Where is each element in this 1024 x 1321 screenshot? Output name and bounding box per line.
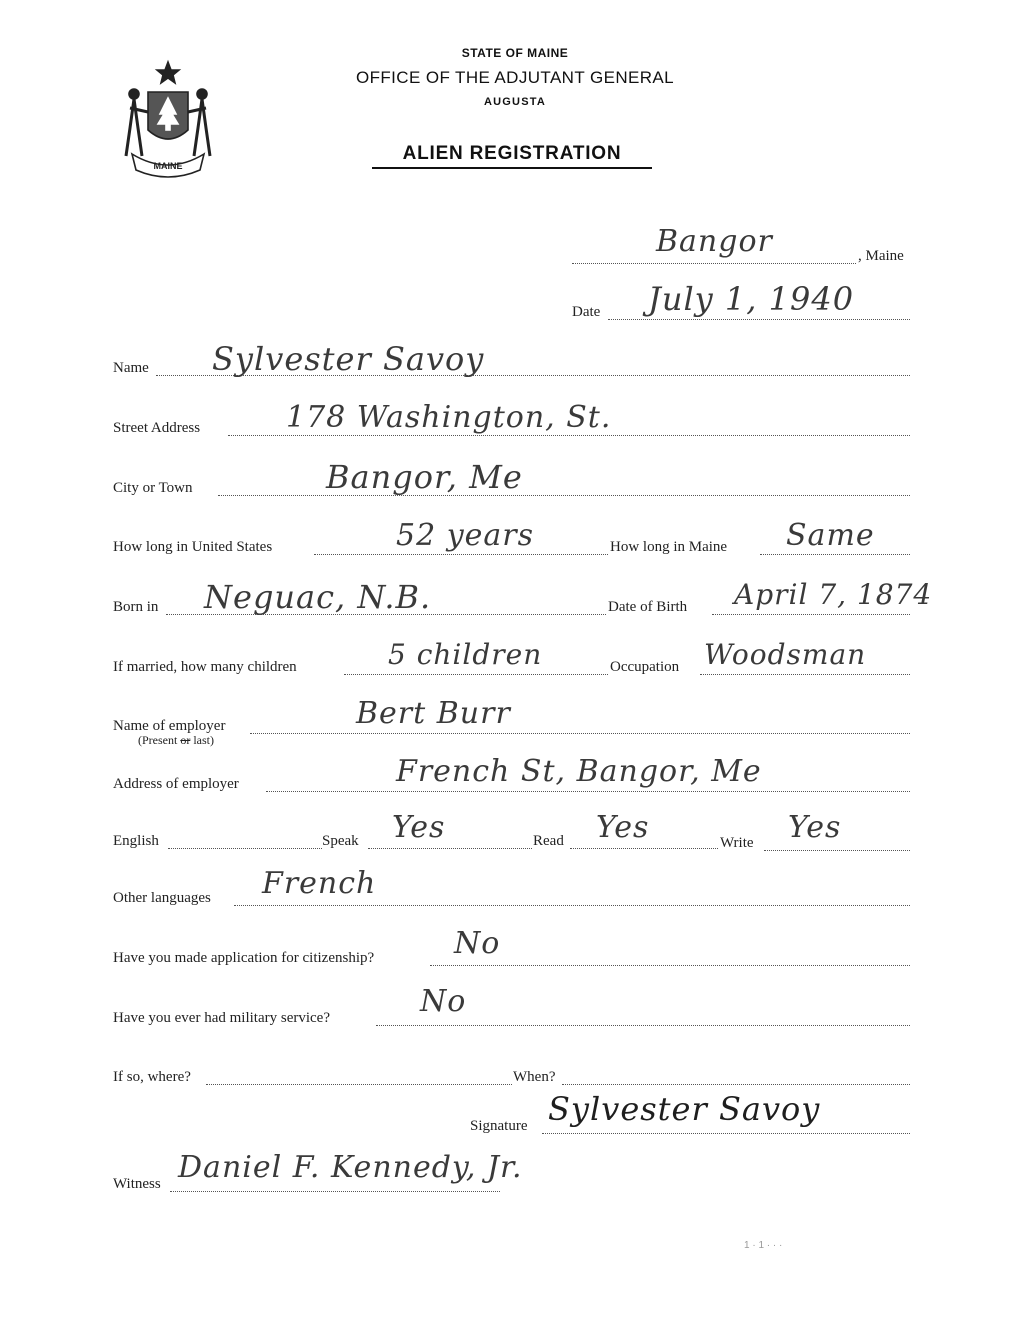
- write-line: [764, 850, 910, 851]
- other-languages-label: Other languages: [113, 890, 211, 906]
- write-label: Write: [720, 835, 754, 851]
- if-so-where-label: If so, where?: [113, 1069, 191, 1085]
- employer-name-value[interactable]: Bert Burr: [356, 696, 511, 731]
- state-heading: STATE OF MAINE: [461, 46, 569, 60]
- read-value[interactable]: Yes: [596, 810, 650, 845]
- seal-banner-text: MAINE: [153, 161, 183, 171]
- children-line: [344, 674, 608, 675]
- date-label: Date: [572, 304, 601, 320]
- signature-line: [542, 1133, 910, 1134]
- occupation-line: [700, 674, 910, 675]
- speak-label: Speak: [322, 833, 359, 849]
- employer-note-struck: or: [180, 733, 191, 747]
- how-long-us-line: [314, 554, 608, 555]
- form-title: ALIEN REGISTRATION: [372, 143, 652, 169]
- date-of-birth-line: [712, 614, 910, 615]
- military-value[interactable]: No: [420, 984, 467, 1019]
- maine-label: , Maine: [858, 248, 904, 264]
- city-heading: AUGUSTA: [484, 96, 546, 108]
- date-of-birth-label: Date of Birth: [608, 599, 688, 615]
- employer-note: [138, 733, 214, 748]
- military-line: [376, 1025, 910, 1026]
- how-long-us-label: How long in United States: [113, 539, 273, 555]
- citizenship-line: [430, 965, 910, 966]
- occupation-value[interactable]: Woodsman: [704, 638, 867, 671]
- how-long-maine-line: [760, 554, 910, 555]
- name-value[interactable]: Sylvester Savoy: [212, 340, 485, 378]
- place-line: [572, 263, 856, 264]
- employer-address-value[interactable]: French St, Bangor, Me: [396, 754, 762, 789]
- how-long-maine-label: How long in Maine: [610, 539, 728, 555]
- employer-name-line: [250, 733, 910, 734]
- citizenship-label: Have you made application for citizenship?: [113, 950, 375, 966]
- date-line: [608, 319, 910, 320]
- occupation-label: Occupation: [610, 659, 680, 675]
- read-line: [570, 848, 718, 849]
- speak-value[interactable]: Yes: [392, 810, 446, 845]
- english-label: English: [113, 833, 159, 849]
- other-languages-line: [234, 905, 910, 906]
- english-line: [168, 848, 322, 849]
- date-value[interactable]: July 1, 1940: [648, 280, 855, 318]
- employer-address-line: [266, 791, 910, 792]
- city-or-town-line: [218, 495, 910, 496]
- citizenship-value[interactable]: No: [454, 926, 501, 961]
- how-long-maine-value[interactable]: Same: [786, 518, 875, 553]
- born-in-label: Born in: [113, 599, 159, 615]
- born-in-value[interactable]: Neguac, N.B.: [204, 578, 432, 616]
- office-heading: OFFICE OF THE ADJUTANT GENERAL: [355, 68, 675, 87]
- when-line: [562, 1084, 910, 1085]
- military-label: Have you ever had military service?: [113, 1010, 330, 1026]
- children-value[interactable]: 5 children: [388, 638, 543, 671]
- how-long-us-value[interactable]: 52 years: [396, 518, 535, 553]
- other-languages-value[interactable]: French: [262, 866, 377, 901]
- read-label: Read: [533, 833, 564, 849]
- state-of-maine-seal-icon: [112, 58, 224, 178]
- employer-name-label: Name of employer: [113, 718, 226, 734]
- place-value[interactable]: Bangor: [656, 224, 773, 259]
- when-label: When?: [513, 1069, 556, 1085]
- employer-note-close: last): [190, 733, 214, 747]
- employer-address-label: Address of employer: [113, 776, 239, 792]
- witness-line: [170, 1191, 500, 1192]
- date-of-birth-value[interactable]: April 7, 1874: [734, 578, 933, 611]
- write-value[interactable]: Yes: [788, 810, 842, 845]
- street-address-line: [228, 435, 910, 436]
- speak-line: [368, 848, 532, 849]
- employer-note-open: (Present: [138, 733, 181, 747]
- signature-value[interactable]: Sylvester Savoy: [548, 1090, 821, 1128]
- witness-label: Witness: [113, 1176, 161, 1192]
- city-or-town-value[interactable]: Bangor, Me: [326, 458, 523, 496]
- city-or-town-label: City or Town: [113, 480, 193, 496]
- scan-stamp: 1 · 1 · · ·: [744, 1240, 783, 1251]
- if-so-where-line: [206, 1084, 512, 1085]
- name-label: Name: [113, 360, 149, 376]
- children-label: If married, how many children: [113, 659, 297, 675]
- street-address-value[interactable]: 178 Washington, St.: [286, 400, 612, 435]
- signature-label: Signature: [470, 1118, 528, 1134]
- street-address-label: Street Address: [113, 420, 201, 436]
- witness-value[interactable]: Daniel F. Kennedy, Jr.: [178, 1150, 523, 1185]
